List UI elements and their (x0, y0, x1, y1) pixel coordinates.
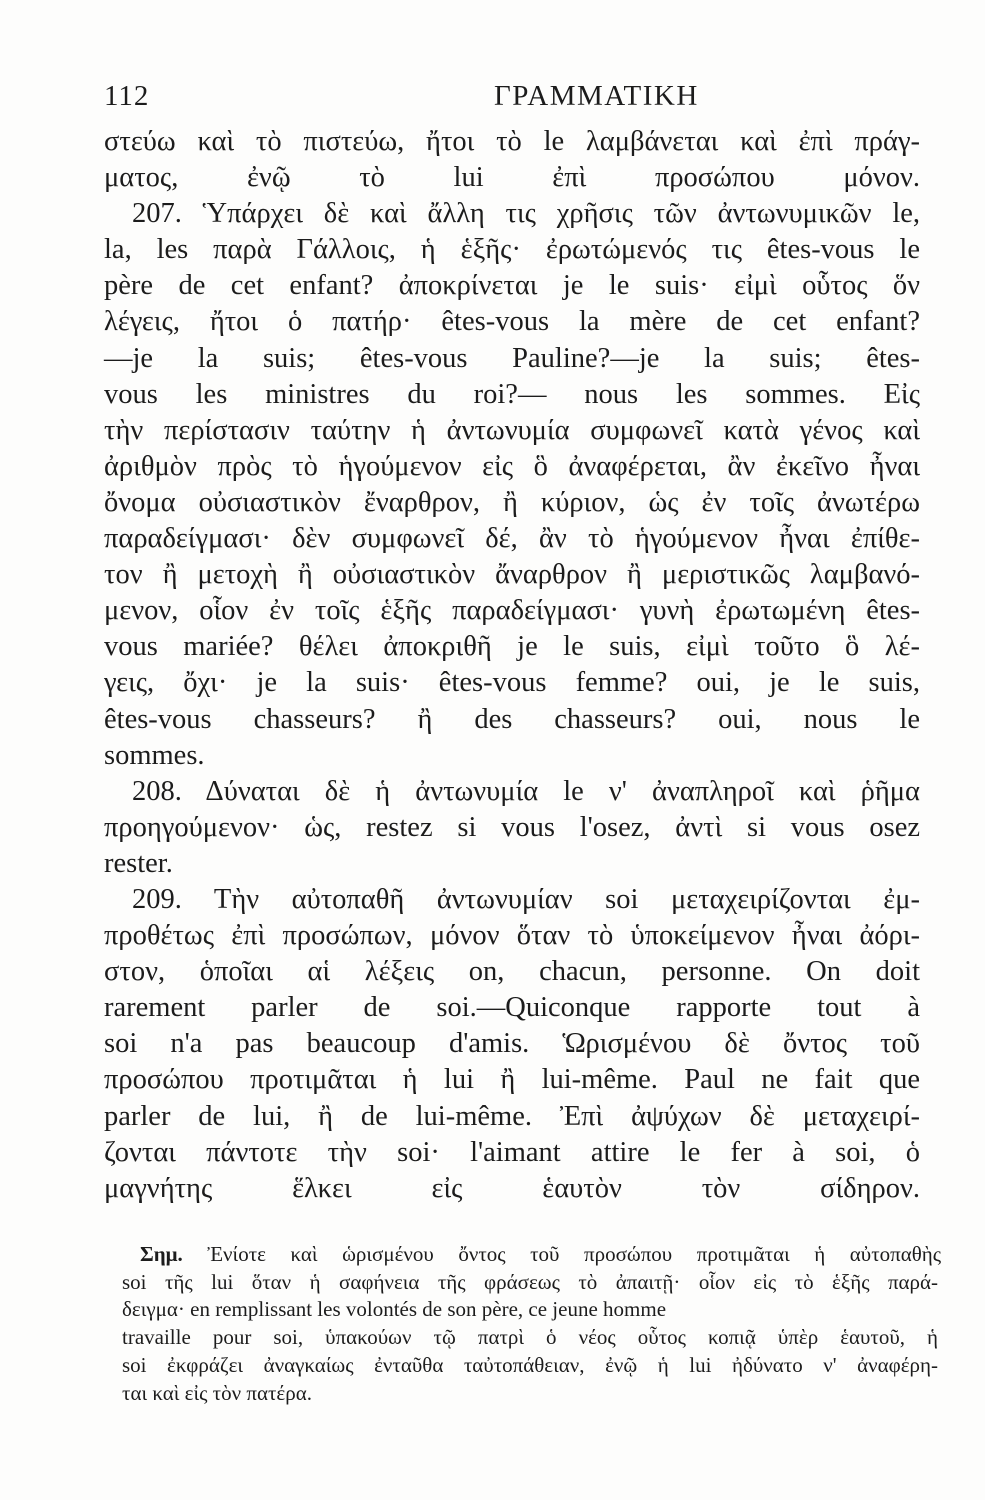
text-line: parler de lui, ἢ de lui-même. Ἐπὶ ἀψύχων δὲ μεταχειρί- (104, 1100, 921, 1132)
footnote (104, 1241, 942, 1407)
text-line: soi n'a pas beaucoup d'amis. Ὡρισμένου δὲ ὄντος τοῦ (104, 1028, 920, 1060)
note-line: ται καὶ εἰς τὸν πατέρα. (122, 1380, 312, 1405)
text-line: τον ἢ μετοχὴ ἢ οὐσιαστικὸν ἄναρθρον ἢ μεριστικῶς λαμβανό- (104, 559, 921, 591)
note-line: travaille pour soi, ὑπακούων τῷ πατρὶ ὁ νέος οὗτος κοπιᾷ ὑπὲρ ἑαυτοῦ, ἡ (122, 1325, 939, 1350)
note-line (104, 1241, 942, 1269)
note-paragraph (104, 1241, 942, 1407)
text-line: vous mariée? θέλει ἀποκριθῆ je le suis, εἰμὶ τοῦτο ὃ λέ- (104, 631, 920, 663)
paragraph-208 (104, 774, 920, 882)
text-line: μαγνήτης ἕλκει εἰς ἑαυτὸν τὸν σίδηρον. (104, 1172, 920, 1204)
text-line: rarement parler de soi.—Quiconque rapporte tout à (104, 992, 920, 1024)
text-line: 207. Ὑπάρχει δὲ καὶ ἄλλη τις χρῆσις τῶν ἀντωνυμικῶν le, (132, 198, 921, 230)
text-line: προηγούμενον· ὡς, restez si vous l'osez, ἀντὶ si vous osez (104, 811, 920, 843)
text-line: 208. Δύναται δὲ ἡ ἀντωνυμία le ν' ἀναπληροῖ καὶ ῥῆμα (132, 775, 920, 807)
note-line: soi τῆς lui ὅταν ἡ σαφήνεια τῆς φράσεως τὸ ἀπαιτῇ· οἷον εἰς τὸ ἑξῆς παρά- (122, 1269, 939, 1294)
text-line: la, les παρὰ Γάλλοις, ἡ ἑξῆς· ἐρωτώμενός τις êtes-vous le (104, 234, 920, 266)
main-text (104, 124, 920, 1207)
text-line: ματος, ἐνῷ τὸ lui ἐπὶ προσώπου μόνον. (104, 162, 920, 194)
text-line: στον, ὁποῖαι αἱ λέξεις on, chacun, personne. On doit (104, 956, 920, 988)
text-line: 209. Τὴν αὐτοπαθῆ ἀντωνυμίαν soi μεταχειρίζονται ἐμ- (132, 883, 920, 915)
text-line: vous les ministres du roi?— nous les sommes. Εἰς (104, 378, 920, 410)
text-line: λέγεις, ἤτοι ὁ πατήρ· êtes-vous la mère de cet enfant? (104, 306, 920, 338)
text-line: êtes-vous chasseurs? ἢ des chasseurs? oui, nous le (104, 703, 920, 735)
text-line: ὄνομα οὐσιαστικὸν ἔναρθρον, ἢ κύριον, ὡς ἐν τοῖς ἀνωτέρω (104, 486, 920, 518)
text-line: παραδείγμασι· δὲν συμφωνεῖ δέ, ἂν τὸ ἡγούμενον ἦναι ἐπίθε- (104, 523, 920, 555)
text-line: ἀριθμὸν πρὸς τὸ ἡγούμενον εἰς ὃ ἀναφέρεται, ἂν ἐκεῖνο ἦναι (104, 450, 920, 482)
note-label: Σημ. (140, 1242, 183, 1266)
text-line: —je la suis; êtes-vous Pauline?—je la suis; êtes- (104, 342, 920, 374)
note-text: Ἐνίοτε καὶ ὡρισμένου ὄντος τοῦ προσώπου προτιμᾶται ἡ αὐτοπαθὴς (207, 1242, 942, 1266)
text-line: ζονται πάντοτε τὴν soi· l'aimant attire le fer à soi, ὁ (104, 1136, 920, 1168)
text-line: προθέτως ἐπὶ προσώπων, μόνον ὅταν τὸ ὑποκείμενον ἦναι ἀόρι- (104, 920, 921, 952)
text-line: sommes. (104, 739, 205, 771)
note-line: δειγμα· en remplissant les volontés de son père, ce jeune homme (122, 1297, 667, 1322)
running-title: ΓΡΑΜΜΑΤΙΚΗ (494, 80, 699, 112)
text-line: στεύω καὶ τὸ πιστεύω, ἤτοι τὸ le λαμβάνεται καὶ ἐπὶ πράγ- (104, 126, 921, 157)
text-line: père de cet enfant? ἀποκρίνεται je le suis· εἰμὶ οὗτος ὅν (104, 270, 921, 302)
text-line: τὴν περίστασιν ταύτην ἡ ἀντωνυμία συμφωνεῖ κατὰ γένος καὶ (104, 414, 921, 446)
text-line: προσώπου προτιμᾶται ἡ lui ἢ lui-même. Paul ne fait que (104, 1064, 921, 1096)
paragraph-209 (104, 882, 920, 1207)
note-line: soi ἐκφράζει ἀναγκαίως ἐνταῦθα ταὐτοπάθειαν, ἐνῷ ἡ lui ἠδύνατο ν' ἀναφέρη- (122, 1352, 938, 1377)
text-line: μενον, οἷον ἐν τοῖς ἑξῆς παραδείγμασι· γυνὴ ἐρωτωμένη êtes- (104, 595, 921, 627)
page-header (104, 80, 920, 120)
paragraph-207 (104, 196, 920, 774)
page-number: 112 (104, 80, 150, 112)
text-line: rester. (104, 847, 173, 879)
paragraph-continuation (104, 124, 920, 196)
text-line: γεις, ὄχι· je la suis· êtes-vous femme? oui, je le suis, (104, 667, 920, 699)
